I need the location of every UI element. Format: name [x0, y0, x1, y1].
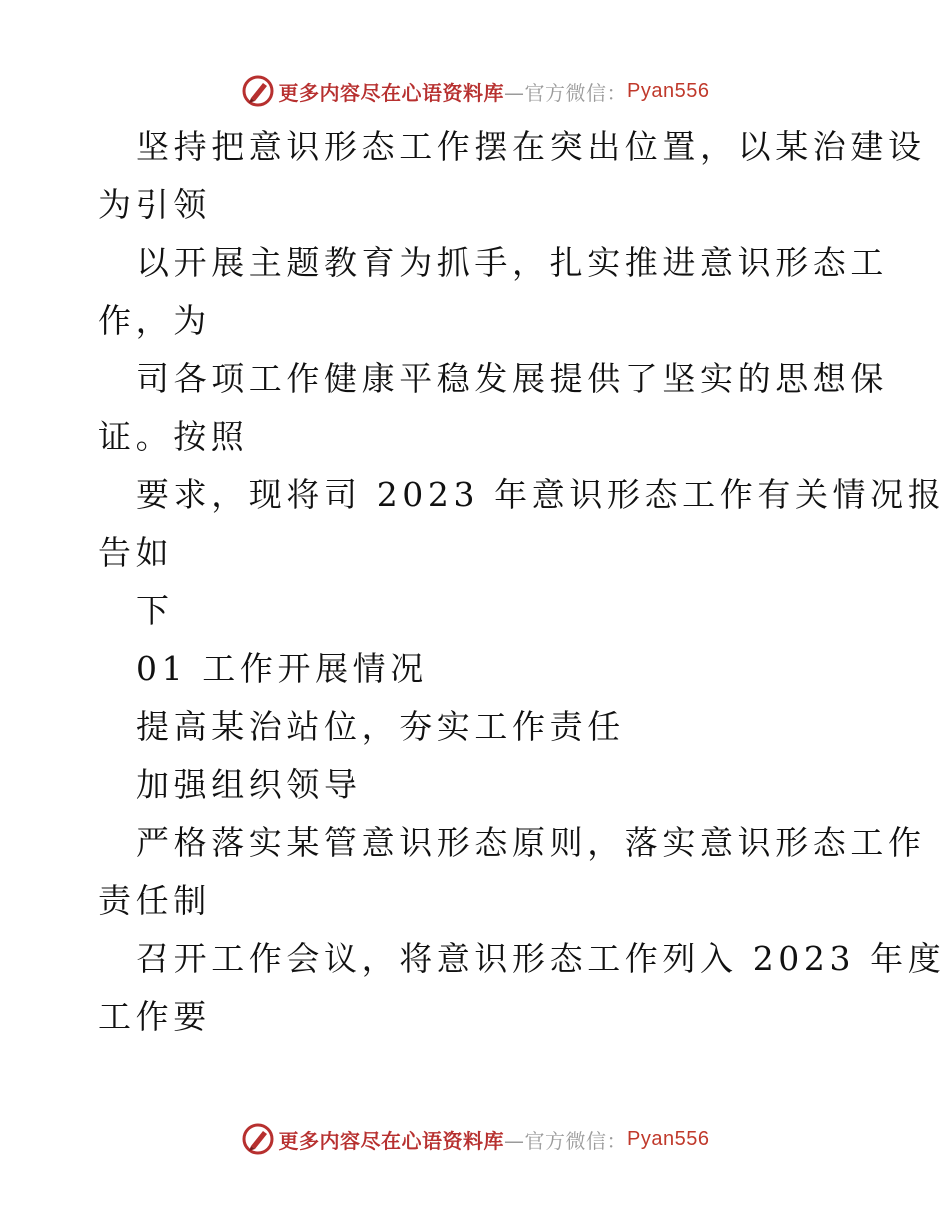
watermark-brand: 更多内容尽在心语资料库: [278, 80, 505, 105]
watermark-wechat: Pyan556: [627, 79, 710, 102]
text-line: 司各项工作健康平稳发展提供了坚实的思想保: [136, 359, 888, 398]
text-line: 作，为: [98, 301, 211, 340]
text-line: 召开工作会议，将意识形态工作列入 2023 年度: [136, 939, 946, 978]
watermark-wechat: Pyan556: [627, 1127, 710, 1150]
watermark-label: —官方微信：: [504, 80, 628, 105]
text-line: 证。按照: [98, 417, 249, 456]
subheading: 加强组织领导: [136, 765, 362, 804]
text-line: 要求，现将司 2023 年意识形态工作有关情况报: [136, 475, 946, 514]
text-line: 告如: [98, 533, 174, 572]
watermark-brand: 更多内容尽在心语资料库: [278, 1128, 505, 1153]
section-heading: 01 工作开展情况: [136, 649, 428, 688]
watermark-footer: [0, 1122, 950, 1156]
pen-logo-icon: [241, 74, 275, 108]
subheading: 提高某治站位，夯实工作责任: [136, 707, 625, 746]
text-line: 下: [136, 591, 174, 630]
text-line: 工作要: [98, 997, 211, 1036]
text-line: 为引领: [98, 185, 211, 224]
document-body: [98, 118, 946, 1046]
watermark-header: [0, 74, 950, 108]
watermark-label: —官方微信：: [504, 1128, 628, 1153]
text-line: 严格落实某管意识形态原则，落实意识形态工作: [136, 823, 926, 862]
text-line: 责任制: [98, 881, 211, 920]
text-line: 坚持把意识形态工作摆在突出位置，以某治建设: [136, 127, 926, 166]
text-line: 以开展主题教育为抓手，扎实推进意识形态工: [136, 243, 888, 282]
pen-logo-icon: [241, 1122, 275, 1156]
